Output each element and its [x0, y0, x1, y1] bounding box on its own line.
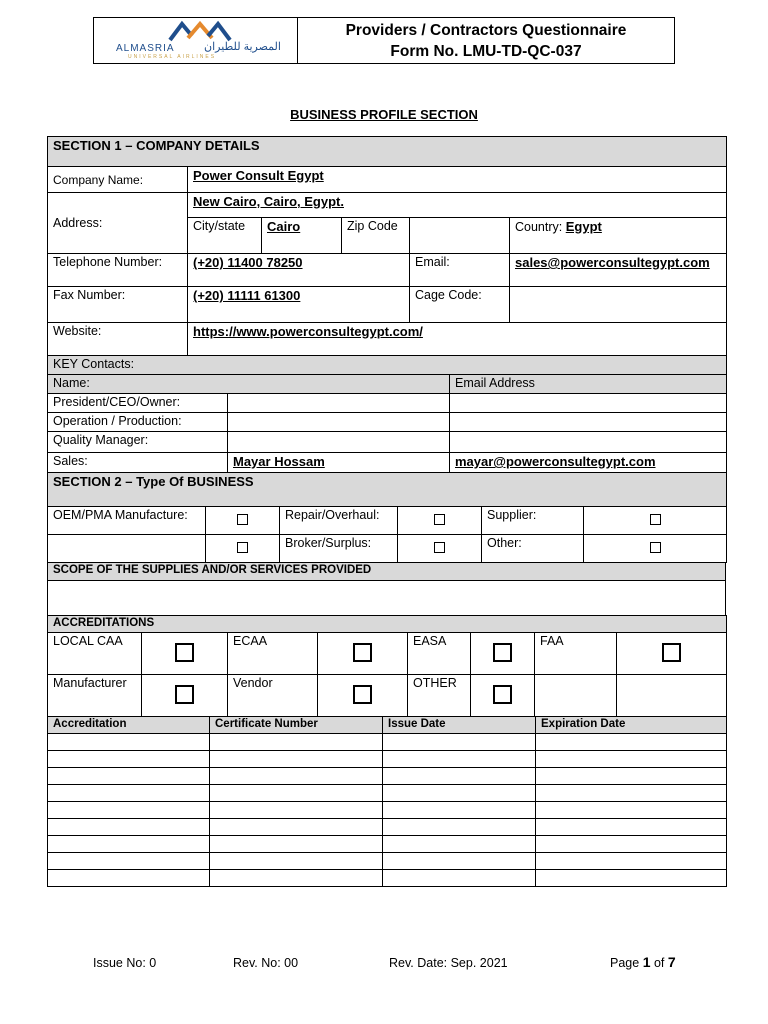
- form-title: Providers / Contractors Questionnaire: [345, 21, 627, 39]
- ecaa-checkbox[interactable]: [353, 643, 372, 662]
- cert-table-cell[interactable]: [48, 853, 210, 870]
- scope-heading: SCOPE OF THE SUPPLIES AND/OR SERVICES PROVIDED: [48, 563, 726, 581]
- repair-label: Repair/Overhaul:: [280, 507, 398, 535]
- cert-table-cell[interactable]: [383, 836, 536, 853]
- section1-table: [47, 136, 727, 356]
- page-title: BUSINESS PROFILE SECTION: [290, 107, 478, 122]
- cert-table-cell[interactable]: [536, 734, 727, 751]
- address-label: Address:: [48, 193, 188, 254]
- easa-label: EASA: [408, 633, 471, 675]
- logo-mark-icon: [168, 20, 232, 42]
- broker-checkbox-cell[interactable]: [398, 535, 482, 563]
- header-table: [93, 17, 675, 64]
- contact-role: Sales:: [48, 453, 228, 473]
- local-caa-checkbox-cell[interactable]: [142, 633, 228, 675]
- cert-table-body: [48, 734, 727, 887]
- cert-table-cell[interactable]: [383, 819, 536, 836]
- footer: [0, 956, 768, 976]
- cert-table-cell[interactable]: [536, 785, 727, 802]
- cert-table-cell[interactable]: [383, 751, 536, 768]
- contact-email-field[interactable]: mayar@powerconsultegypt.com: [450, 453, 727, 473]
- blank-checkbox-cell[interactable]: [206, 535, 280, 563]
- broker-label: Broker/Surplus:: [280, 535, 398, 563]
- cage-value[interactable]: [510, 287, 727, 323]
- header-title-cell: [298, 18, 675, 64]
- empty-cell: [535, 675, 617, 717]
- contact-role: President/CEO/Owner:: [48, 394, 228, 413]
- cert-table-cell[interactable]: [536, 836, 727, 853]
- other-accreditation-label: OTHER: [408, 675, 471, 717]
- cert-col-header: Accreditation: [48, 717, 210, 734]
- cert-table-cell[interactable]: [383, 870, 536, 887]
- company-name-label: Company Name:: [48, 167, 188, 193]
- scope-field[interactable]: [48, 581, 726, 616]
- zip-label: Zip Code: [342, 218, 410, 254]
- manufacturer-label: Manufacturer: [48, 675, 142, 717]
- vendor-label: Vendor: [228, 675, 318, 717]
- oem-label: OEM/PMA Manufacture:: [48, 507, 206, 535]
- cert-table-row: [48, 870, 727, 887]
- cert-table-cell[interactable]: [383, 785, 536, 802]
- email-label: Email:: [410, 254, 510, 287]
- cert-table-cell[interactable]: [210, 785, 383, 802]
- other-accreditation-checkbox-cell[interactable]: [471, 675, 535, 717]
- blank-label: [48, 535, 206, 563]
- blank-checkbox[interactable]: [237, 542, 248, 553]
- page-of: of: [653, 956, 665, 970]
- cert-table-cell[interactable]: [48, 819, 210, 836]
- cert-table-cell[interactable]: [210, 853, 383, 870]
- cert-table-cell[interactable]: [48, 768, 210, 785]
- cert-table-row: [48, 768, 727, 785]
- scope-table: [47, 562, 726, 616]
- easa-checkbox-cell[interactable]: [471, 633, 535, 675]
- logo-cell: [94, 18, 298, 64]
- contact-name-field[interactable]: Mayar Hossam: [228, 453, 450, 473]
- contact-name-field[interactable]: [228, 394, 450, 413]
- faa-checkbox-cell[interactable]: [617, 633, 727, 675]
- cert-table-cell[interactable]: [210, 870, 383, 887]
- supplier-label: Supplier:: [482, 507, 584, 535]
- section2-table: [47, 472, 727, 563]
- section2-heading: SECTION 2 – Type Of BUSINESS: [48, 473, 727, 507]
- company-name-value[interactable]: Power Consult Egypt: [188, 167, 727, 193]
- cert-table-row: [48, 836, 727, 853]
- logo-latin-text: ALMASRIA: [116, 43, 175, 54]
- cert-table-row: [48, 785, 727, 802]
- ecaa-checkbox-cell[interactable]: [318, 633, 408, 675]
- cert-table-cell[interactable]: [383, 768, 536, 785]
- faa-label: FAA: [535, 633, 617, 675]
- faa-checkbox[interactable]: [662, 643, 681, 662]
- vendor-checkbox-cell[interactable]: [318, 675, 408, 717]
- footer-rev-date: Rev. Date: Sep. 2021: [389, 956, 508, 970]
- fax-label: Fax Number:: [48, 287, 188, 323]
- other-checkbox-cell[interactable]: [584, 535, 727, 563]
- cert-table-cell[interactable]: [210, 751, 383, 768]
- contact-name-header: Name:: [48, 375, 450, 394]
- country-cell: [510, 218, 727, 254]
- cert-table-cell[interactable]: [383, 734, 536, 751]
- cert-table-cell[interactable]: [48, 870, 210, 887]
- oem-checkbox-cell[interactable]: [206, 507, 280, 535]
- cert-table-cell[interactable]: [536, 853, 727, 870]
- cage-label: Cage Code:: [410, 287, 510, 323]
- telephone-value[interactable]: (+20) 11400 78250: [188, 254, 410, 287]
- repair-checkbox[interactable]: [434, 514, 445, 525]
- contact-email-field[interactable]: [450, 413, 727, 432]
- page-prefix: Page: [610, 956, 640, 970]
- contact-email-field[interactable]: [450, 394, 727, 413]
- other-label: Other:: [482, 535, 584, 563]
- zip-value[interactable]: [410, 218, 510, 254]
- contact-name-field[interactable]: [228, 413, 450, 432]
- footer-issue: Issue No: 0: [93, 956, 157, 970]
- cert-table-row: [48, 853, 727, 870]
- logo-arabic-text: المصرية للطيران: [204, 41, 281, 53]
- cert-table-cell[interactable]: [536, 751, 727, 768]
- cert-table-cell[interactable]: [48, 785, 210, 802]
- oem-checkbox[interactable]: [237, 514, 248, 525]
- cert-table-cell[interactable]: [210, 734, 383, 751]
- telephone-label: Telephone Number:: [48, 254, 188, 287]
- cert-table-row: [48, 751, 727, 768]
- cert-table-cell[interactable]: [48, 751, 210, 768]
- broker-checkbox[interactable]: [434, 542, 445, 553]
- city-label: City/state: [188, 218, 262, 254]
- section1-heading: SECTION 1 – COMPANY DETAILS: [48, 137, 727, 167]
- manufacturer-checkbox-cell[interactable]: [142, 675, 228, 717]
- cert-table-cell[interactable]: [383, 853, 536, 870]
- certificate-table: [47, 716, 727, 887]
- cert-table-row: [48, 734, 727, 751]
- address-value[interactable]: New Cairo, Cairo, Egypt.: [188, 193, 727, 218]
- other-checkbox[interactable]: [650, 542, 661, 553]
- website-value[interactable]: https://www.powerconsultegypt.com/: [188, 323, 727, 356]
- empty-cell: [617, 675, 727, 717]
- cert-table-cell[interactable]: [536, 870, 727, 887]
- vendor-checkbox[interactable]: [353, 685, 372, 704]
- cert-col-header: Certificate Number: [210, 717, 383, 734]
- key-contacts-heading: KEY Contacts:: [48, 356, 727, 375]
- logo-sub-text: UNIVERSAL AIRLINES: [128, 54, 217, 60]
- cert-table-cell[interactable]: [48, 802, 210, 819]
- contact-name-field[interactable]: [228, 432, 450, 453]
- contact-email-field[interactable]: [450, 432, 727, 453]
- cert-table-cell[interactable]: [210, 768, 383, 785]
- page-total: 7: [667, 954, 676, 970]
- form-number: Form No. LMU-TD-QC-037: [390, 42, 582, 60]
- cert-table-cell[interactable]: [210, 836, 383, 853]
- contact-role: Operation / Production:: [48, 413, 228, 432]
- footer-rev: Rev. No: 00: [233, 956, 299, 970]
- city-value[interactable]: Cairo: [262, 218, 342, 254]
- local-caa-label: LOCAL CAA: [48, 633, 142, 675]
- accreditations-heading: ACCREDITATIONS: [48, 616, 727, 633]
- page-number: 1: [642, 954, 651, 970]
- local-caa-checkbox[interactable]: [175, 643, 194, 662]
- footer-page: [610, 954, 676, 970]
- cert-table-cell[interactable]: [210, 802, 383, 819]
- cert-table-cell[interactable]: [383, 802, 536, 819]
- cert-table-cell[interactable]: [536, 802, 727, 819]
- cert-table-cell[interactable]: [48, 836, 210, 853]
- other-accreditation-checkbox[interactable]: [493, 685, 512, 704]
- cert-table-row: [48, 819, 727, 836]
- country-label: Country:: [515, 220, 563, 234]
- cert-table-cell[interactable]: [536, 819, 727, 836]
- contact-email-header: Email Address: [450, 375, 727, 394]
- manufacturer-checkbox[interactable]: [175, 685, 194, 704]
- supplier-checkbox-cell[interactable]: [584, 507, 727, 535]
- website-label: Website:: [48, 323, 188, 356]
- key-contacts-table: [47, 355, 727, 473]
- ecaa-label: ECAA: [228, 633, 318, 675]
- cert-col-header: Expiration Date: [536, 717, 727, 734]
- email-value[interactable]: sales@powerconsultegypt.com: [510, 254, 727, 287]
- accreditations-table: [47, 615, 727, 717]
- cert-table-cell[interactable]: [536, 768, 727, 785]
- cert-table-cell[interactable]: [48, 734, 210, 751]
- cert-col-header: Issue Date: [383, 717, 536, 734]
- country-value[interactable]: Egypt: [565, 219, 602, 234]
- airline-logo: [94, 18, 297, 63]
- supplier-checkbox[interactable]: [650, 514, 661, 525]
- cert-table-cell[interactable]: [210, 819, 383, 836]
- easa-checkbox[interactable]: [493, 643, 512, 662]
- contact-role: Quality Manager:: [48, 432, 228, 453]
- repair-checkbox-cell[interactable]: [398, 507, 482, 535]
- cert-table-row: [48, 802, 727, 819]
- fax-value[interactable]: (+20) 11111 61300: [188, 287, 410, 323]
